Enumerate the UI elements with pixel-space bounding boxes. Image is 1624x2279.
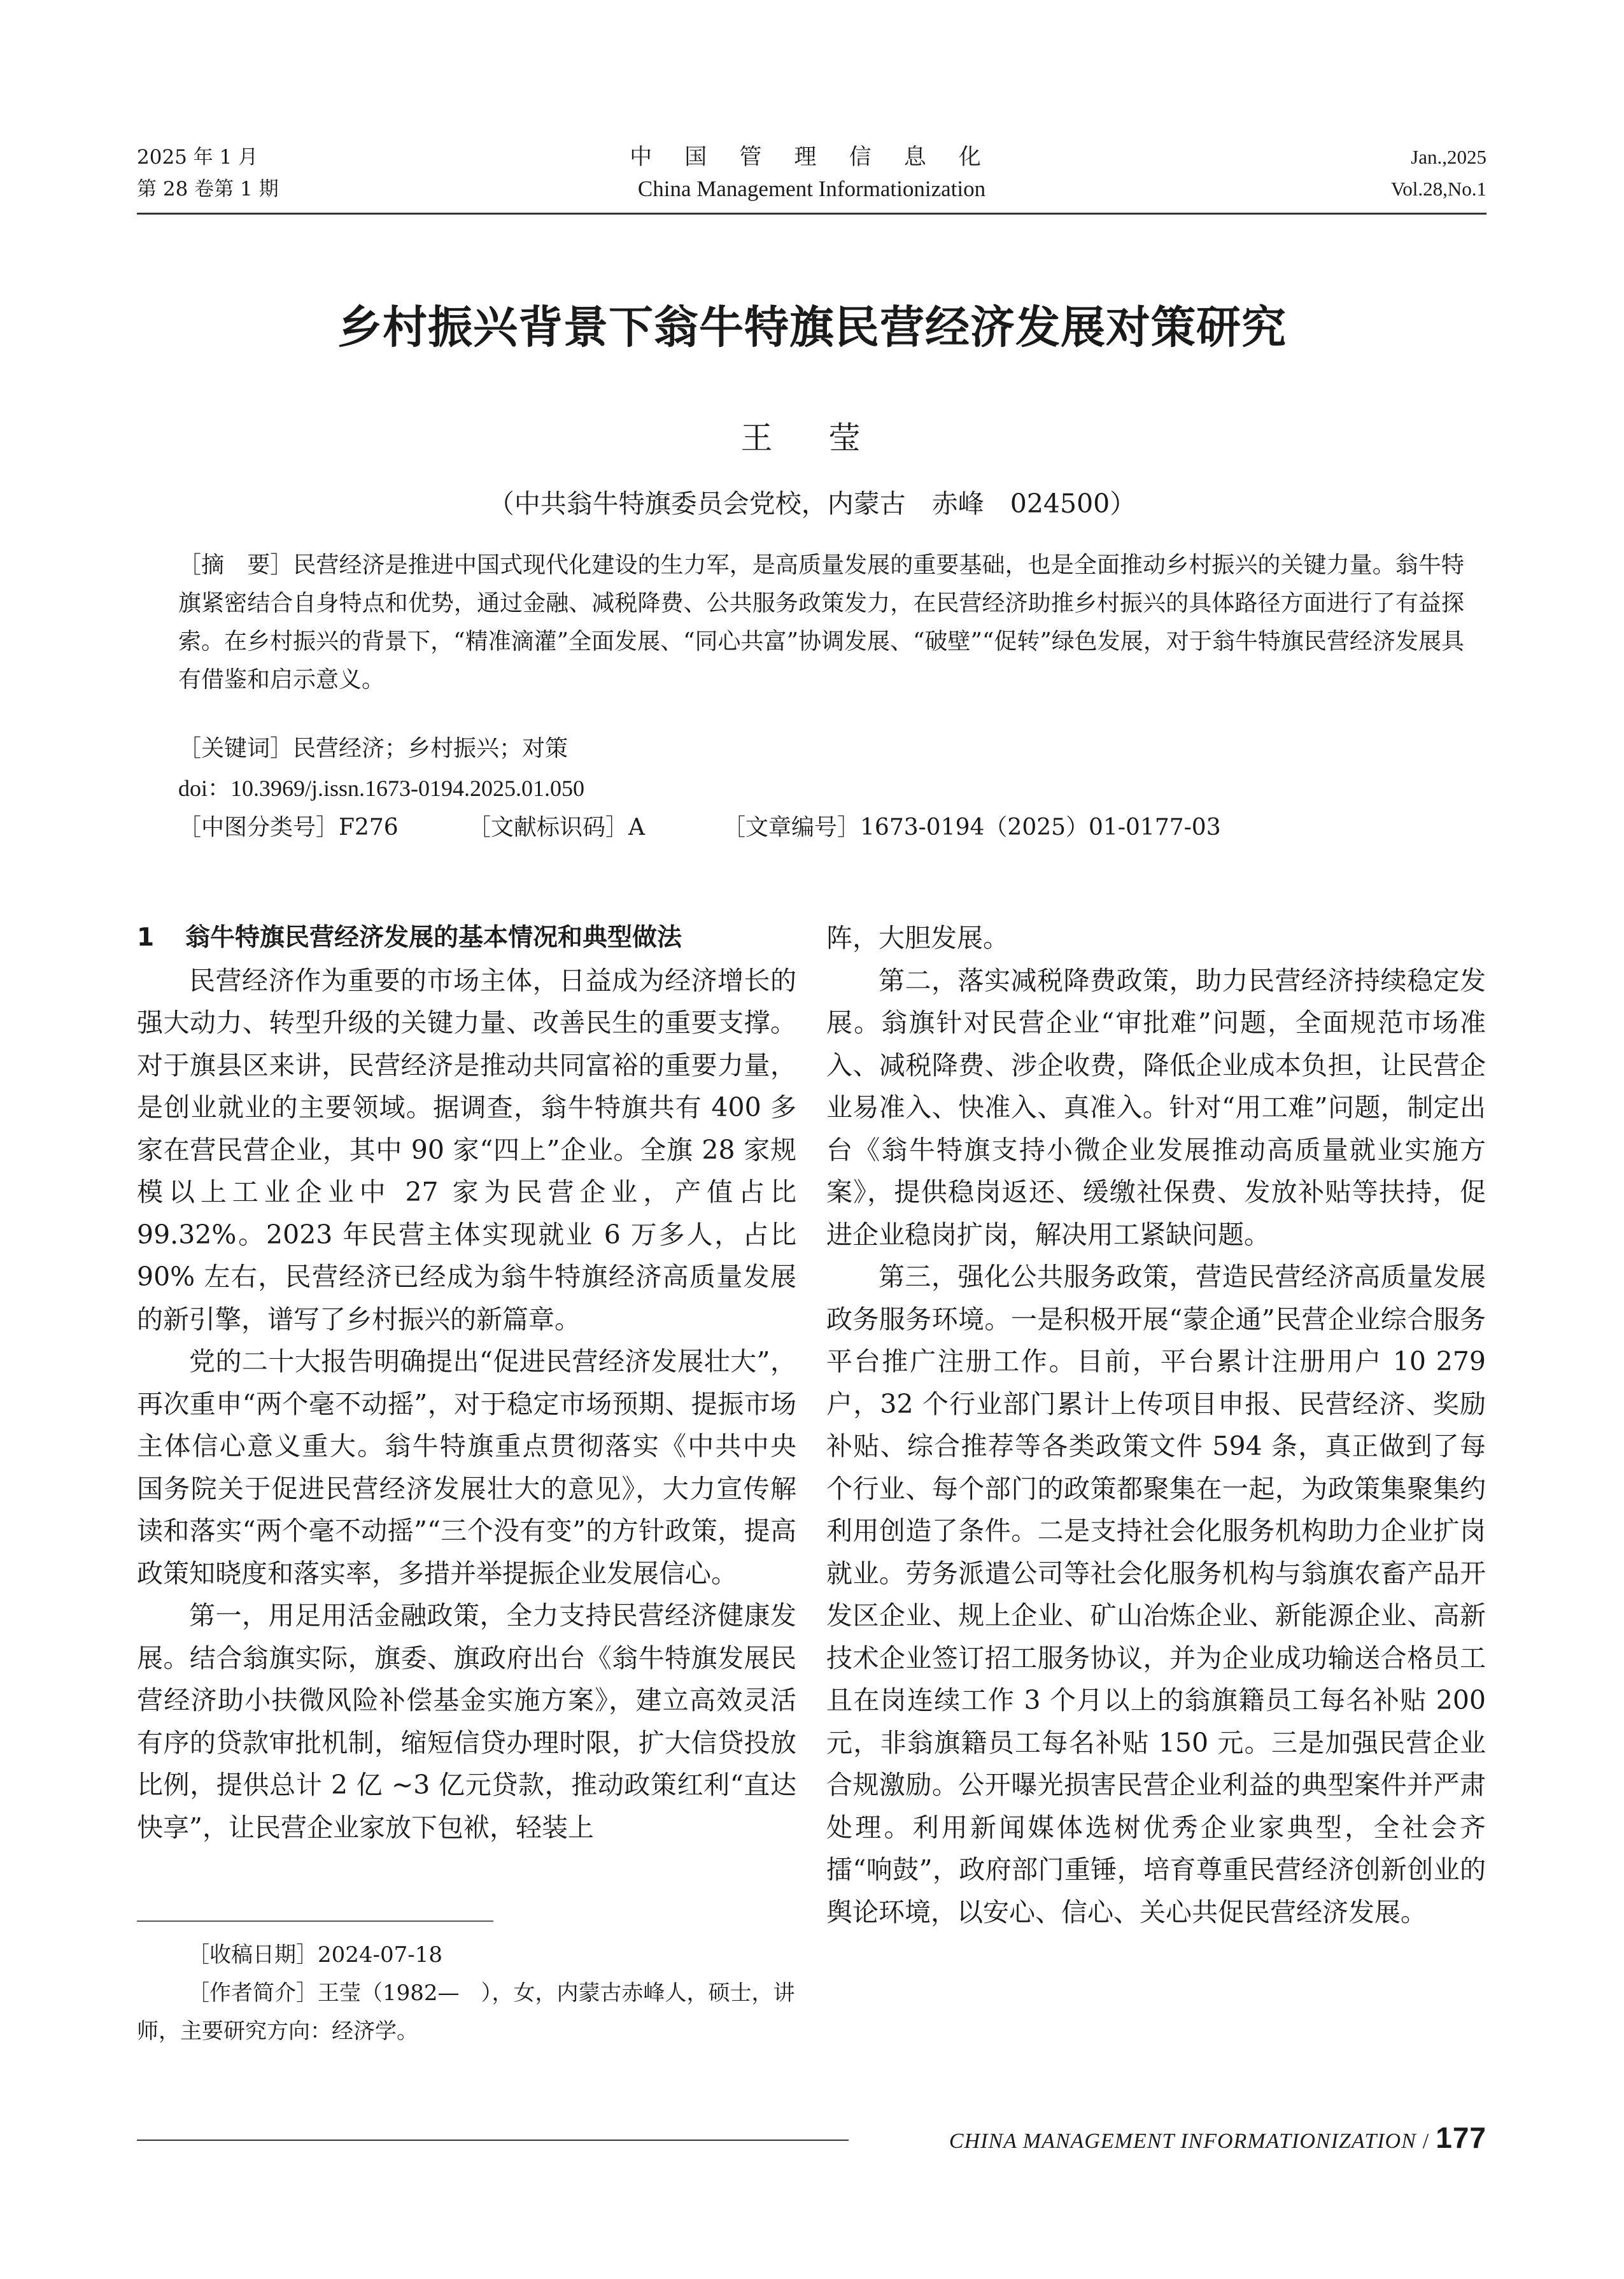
- abstract-text: 民营经济是推进中国式现代化建设的生力军，是高质量发展的重要基础，也是全面推动乡村振兴的关键力量。翁牛特旗紧密结合自身特点和优势，通过金融、减税降费、公共服务政策发力，在民营经济助推乡村振兴的具体路径方面进行了有益探索。在乡村振兴的背景下，“精准滴灌”全面发展、“同心共富”协调发展、“破壁”“促转”绿色发展，对于翁牛特旗民营经济发展具有借鉴和启示意义。: [178, 552, 1464, 693]
- paragraph-continued: 阵，大胆发展。: [826, 923, 1009, 953]
- doc-code-group: [468, 809, 723, 847]
- journal-name-cn: 中 国 管 理 信 息 化: [630, 145, 994, 170]
- received-date: [137, 1936, 796, 1974]
- bio-label: ［作者简介］: [188, 1980, 318, 2006]
- received-value: 2024-07-18: [318, 1942, 443, 1968]
- author-affiliation: （中共翁牛特旗委员会党校，内蒙古 赤峰 024500）: [488, 488, 1136, 519]
- section-number: 1: [137, 923, 155, 952]
- footer-journal: CHINA MANAGEMENT INFORMATIONIZATION: [949, 2129, 1416, 2153]
- section-heading: [137, 917, 796, 960]
- header-date-en: Jan.,2025: [1411, 146, 1486, 168]
- footer-separator: /: [1422, 2129, 1430, 2153]
- article-number-group: [723, 809, 1221, 847]
- classification-line: [178, 809, 1464, 847]
- abstract-label: ［摘 要］: [178, 552, 293, 578]
- doi: doi：10.3969/j.issn.1673-0194.2025.01.050: [178, 776, 585, 801]
- paragraph: 党的二十大报告明确提出“促进民营经济发展壮大”，再次重申“两个毫不动摇”，对于稳定市场预期、提振市场主体信心意义重大。翁牛特旗重点贯彻落实《中共中央 国务院关于促进民营经济发展壮大的意见》，大力宣传解读和落实“两个毫不动摇”“三个没有变”的方针政策，提高政策知晓度和落实率，多措并举提振企业发展信心。: [137, 1346, 823, 1589]
- header-rule: [137, 213, 1486, 215]
- footnote-rule: [137, 1920, 493, 1922]
- doc-code-value: A: [628, 814, 646, 841]
- clc-group: [178, 809, 468, 847]
- section-title: 翁牛特旗民营经济发展的基本情况和典型做法: [185, 923, 682, 952]
- header-volume-en: Vol.28,No.1: [1390, 178, 1486, 200]
- paragraph: 第一，用足用活金融政策，全力支持民营经济健康发展。结合翁旗实际，旗委、旗政府出台《翁牛特旗发展民营经济助小扶微风险补偿基金实施方案》，建立高效灵活有序的贷款审批机制，缩短信贷办理时限，扩大信贷投放比例，提供总计 2 亿 ~3 亿元贷款，推动政策红利“直达快享”，让民营企业家放下包袱，轻装上: [137, 1600, 796, 1843]
- right-column: [826, 917, 1486, 1933]
- article-number-label: ［文章编号］: [723, 814, 861, 841]
- bio-text: 王莹（1982— ），女，内蒙古赤峰人，硕士，讲师，主要研究方向：经济学。: [137, 1980, 795, 2044]
- footnotes: [137, 1936, 796, 2050]
- left-column: [137, 917, 823, 1849]
- header-date-cn: 2025 年 1 月: [137, 146, 258, 169]
- paragraph: 第二，落实减税降费政策，助力民营经济持续稳定发展。翁旗针对民营企业“审批难”问题，全面规范市场准入、减税降费、涉企收费，降低企业成本负担，让民营企业易准入、快准入、真准入。针对“用工难”问题，制定出台《翁牛特旗支持小微企业发展推动高质量就业实施方案》，提供稳岗返还、缓缴社保费、发放补贴等扶持，促进企业稳岗扩岗，解决用工紧缺问题。: [826, 965, 1486, 1250]
- clc-label: ［中图分类号］: [178, 814, 339, 841]
- keywords-text: 民营经济；乡村振兴；对策: [293, 735, 568, 762]
- abstract: [178, 546, 1464, 699]
- header-journal: [137, 141, 1486, 205]
- article-number-value: 1673-0194（2025）01-0177-03: [860, 814, 1221, 841]
- article-title: 乡村振兴背景下翁牛特旗民营经济发展对策研究: [337, 301, 1287, 353]
- clc-value: F276: [339, 814, 399, 841]
- running-header: [137, 141, 1486, 211]
- received-label: ［收稿日期］: [188, 1942, 318, 1968]
- running-footer: [949, 2120, 1486, 2155]
- article-author: 王 莹: [740, 420, 884, 457]
- header-volume-cn: 第 28 卷第 1 期: [137, 178, 279, 201]
- paragraph: 民营经济作为重要的市场主体，日益成为经济增长的强大动力、转型升级的关键力量、改善民生的重要支撑。对于旗县区来讲，民营经济是推动共同富裕的重要力量，是创业就业的主要领域。据调查，翁牛特旗共有 400 多家在营民营企业，其中 90 家“四上”企业。全旗 28 家规模以上工业企业中 27 家为民营企业，产值占比 99.32%。2023 年民营主体实现就业 6 万多人，占比 90% 左右，民营经济已经成为翁牛特旗经济高质量发展的新引擎，谱写了乡村振兴的新篇章。: [137, 965, 796, 1335]
- keywords-label: ［关键词］: [178, 735, 293, 762]
- author-bio: [137, 1974, 796, 2050]
- keywords: [178, 730, 568, 768]
- page-number: 177: [1436, 2121, 1486, 2154]
- header-right: [1391, 141, 1486, 205]
- footer-rule: [137, 2140, 849, 2141]
- doc-code-label: ［文献标识码］: [468, 814, 629, 841]
- paragraph: 第三，强化公共服务政策，营造民营经济高质量发展政务服务环境。一是积极开展“蒙企通”民营企业综合服务平台推广注册工作。目前，平台累计注册用户 10 279 户，32 个行业部门累计上传项目申报、民营经济、奖励补贴、综合推荐等各类政策文件 594 条，真正做到了每个行业、每个部门的政策都聚集在一起，为政策集聚集约利用创造了条件。二是支持社会化服务机构助力企业扩岗就业。劳务派遣公司等社会化服务机构与翁旗农畜产品开发区企业、规上企业、矿山冶炼企业、新能源企业、高新技术企业签订招工服务协议，并为企业成功输送合格员工且在岗连续工作 3 个月以上的翁旗籍员工每名补贴 200 元，非翁旗籍员工每名补贴 150 元。三是加强民营企业合规激励。公开曝光损害民营企业利益的典型案件并严肃处理。利用新闻媒体选树优秀企业家典型，全社会齐擂“响鼓”，政府部门重锤，培育尊重民营经济创新创业的舆论环境，以安心、信心、关心共促民营经济发展。: [826, 1261, 1486, 1928]
- journal-name-en: China Management Informationization: [637, 176, 986, 201]
